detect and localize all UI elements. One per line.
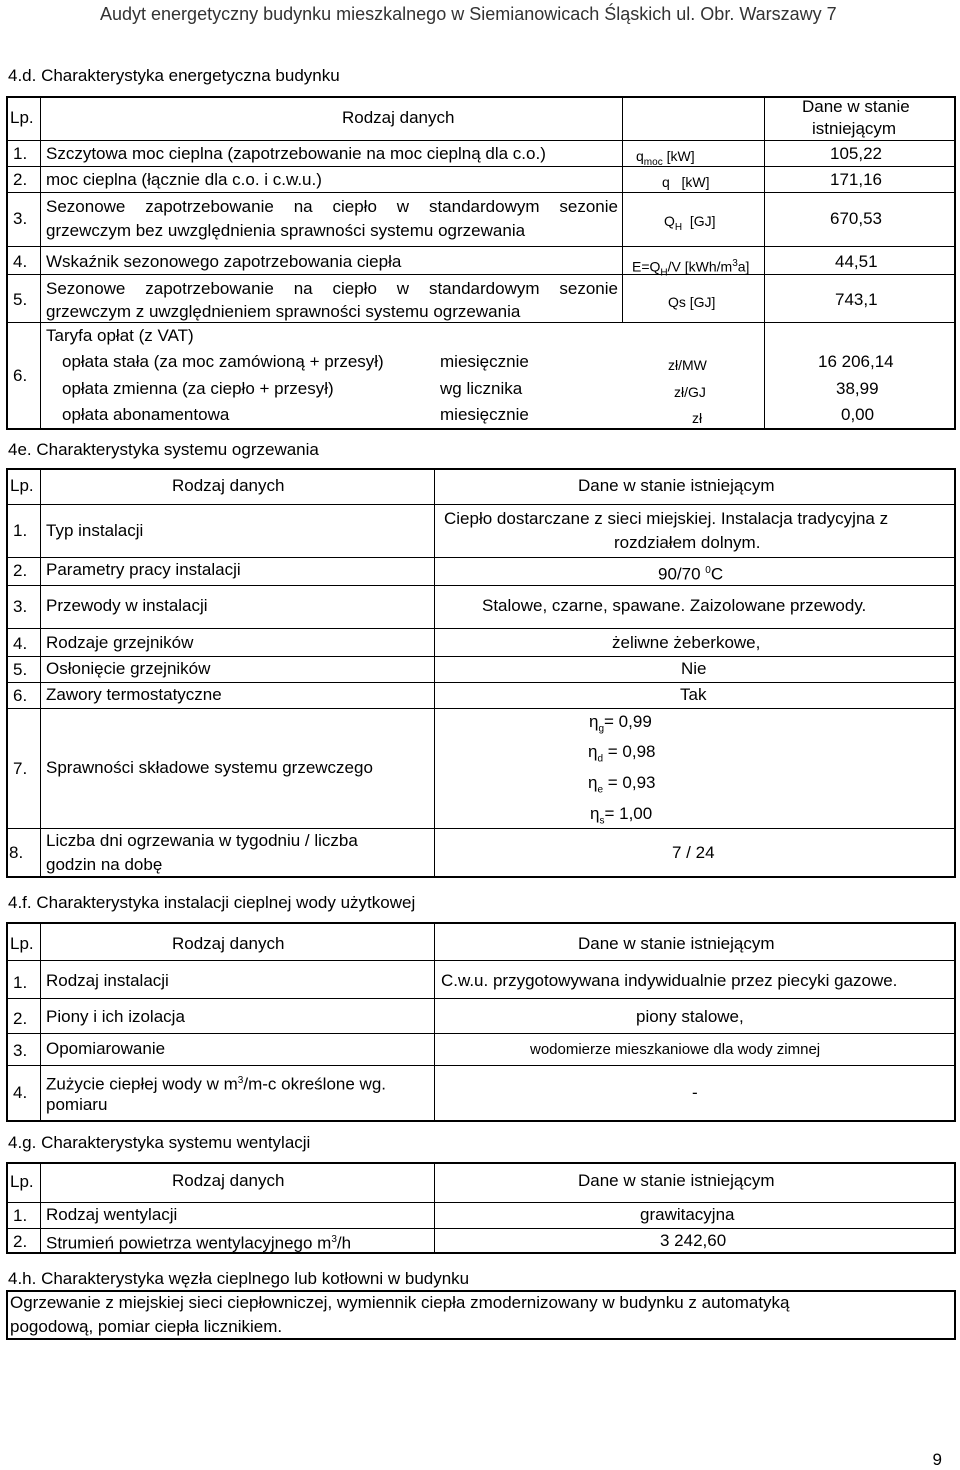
row-value-line1: Ciepło dostarczane z sieci miejskiej. Instalacja tradycyjna z <box>444 509 889 528</box>
header-rodzaj: Rodzaj danych <box>172 934 285 953</box>
header-lp: Lp. <box>10 934 34 953</box>
section-f-title: 4.f. Charakterystyka instalacji cieplnej wody użytkowej <box>8 893 416 912</box>
row-label: Typ instalacji <box>46 521 144 540</box>
tariff-unit: zł/GJ <box>674 384 706 400</box>
tariff-period: miesięcznie <box>440 405 529 424</box>
row-label-line2: godzin na dobę <box>46 855 163 874</box>
header-dane: Dane w stanie istniejącym <box>578 1171 775 1190</box>
row-value: 105,22 <box>830 144 882 163</box>
document-header: Audyt energetyczny budynku mieszkalnego w Siemianowicach Śląskich ul. Obr. Warszawy 7 <box>100 4 837 24</box>
row-label: Rodzaje grzejników <box>46 633 194 652</box>
row-lp: 5. <box>13 660 28 679</box>
row-value: piony stalowe, <box>636 1007 744 1026</box>
efficiency-eta-s: $\eta_s= 1,00$ <box>590 804 653 827</box>
row-lp: 4. <box>13 252 28 271</box>
row-value: 90/70 $^0$C <box>658 564 724 584</box>
row-lp: 7. <box>13 759 28 778</box>
section-h-title: 4.h. Charakterystyka węzła cieplnego lub kotłowni w budynku <box>8 1269 470 1288</box>
header-dane-line2: istniejącym <box>812 119 897 138</box>
description-line1: Ogrzewanie z miejskiej sieci ciepłowniczej, wymiennik ciepła zmodernizowany w budynku z automatyką <box>10 1293 790 1312</box>
row-label: Piony i ich izolacja <box>46 1007 185 1026</box>
row-value: żeliwne żeberkowe, <box>612 633 761 652</box>
row-lp: 4. <box>13 634 28 653</box>
row-label: moc cieplna (łącznie dla c.o. i c.w.u.) <box>46 170 322 189</box>
row-unit: $E=Q_H/V$ $[kWh/m^3a]$ <box>632 258 750 279</box>
row-value-line2: rozdziałem dolnym. <box>614 533 761 552</box>
header-rodzaj: Rodzaj danych <box>172 1171 285 1190</box>
row-lp: 2. <box>13 561 28 580</box>
row-lp: 3. <box>13 597 28 616</box>
row-lp: 1. <box>13 973 28 992</box>
row-value: 3 242,60 <box>660 1231 727 1250</box>
row-lp: 1. <box>13 144 28 163</box>
row-value: Stalowe, czarne, spawane. Zaizolowane przewody. <box>482 596 867 615</box>
row-label: Opomiarowanie <box>46 1039 166 1058</box>
row-label: Wskaźnik sezonowego zapotrzebowania ciepła <box>46 252 402 271</box>
header-rodzaj: Rodzaj danych <box>172 476 285 495</box>
row-value: Nie <box>681 659 707 678</box>
row-label: Osłonięcie grzejników <box>46 659 211 678</box>
tariff-value: 38,99 <box>836 379 879 398</box>
header-dane: Dane w stanie istniejącym <box>578 934 775 953</box>
row-lp: 6. <box>13 366 28 385</box>
row-unit: $Q_H$ [GJ] <box>664 213 716 233</box>
row-value: grawitacyjna <box>640 1205 735 1224</box>
tariff-period: wg licznika <box>440 379 523 398</box>
tariff-unit: zł/MW <box>668 357 707 373</box>
row-lp: 1. <box>13 521 28 540</box>
row-label: Parametry pracy instalacji <box>46 560 241 579</box>
page-number: 9 <box>932 1450 942 1469</box>
tariff-period: miesięcznie <box>440 352 529 371</box>
row-label: Zawory termostatyczne <box>46 685 222 704</box>
tariff-value: 16 206,14 <box>818 352 894 371</box>
tariff-unit: zł <box>692 410 703 426</box>
row-lp: 6. <box>13 686 28 705</box>
section-d-title: 4.d. Charakterystyka energetyczna budynku <box>8 66 340 85</box>
row-unit: q [kW] <box>662 174 710 190</box>
header-dane: Dane w stanie istniejącym <box>578 476 775 495</box>
row-label-line1: Liczba dni ogrzewania w tygodniu / liczba <box>46 831 358 850</box>
row-lp: 2. <box>13 1232 28 1251</box>
header-rodzaj: Rodzaj danych <box>342 108 455 127</box>
row-unit: Qs [GJ] <box>668 294 716 310</box>
row-label-line2: grzewczym z uwzględnieniem sprawności systemu ogrzewania <box>46 302 521 321</box>
row-label: Rodzaj wentylacji <box>46 1205 178 1224</box>
row-lp: 5. <box>13 290 28 309</box>
row-label-line1: Sezonowe zapotrzebowanie na ciepło w standardowym sezonie <box>46 279 618 298</box>
row-value: wodomierze mieszkaniowe dla wody zimnej <box>530 1041 821 1058</box>
row-lp: 1. <box>13 1206 28 1225</box>
tariff-label: opłata stała (za moc zamówioną + przesył) <box>62 352 384 371</box>
section-g-title: 4.g. Charakterystyka systemu wentylacji <box>8 1133 311 1152</box>
efficiency-eta-e: $\eta_e = 0,93$ <box>588 773 656 796</box>
tariff-label: opłata zmienna (za ciepło + przesył) <box>62 379 334 398</box>
row-label: Strumień powietrza wentylacyjnego $m^3/h$ <box>46 1233 352 1253</box>
row-value: C.w.u. przygotowywana indywidualnie przez piecyki gazowe. <box>441 971 898 990</box>
row-label: Rodzaj instalacji <box>46 971 169 990</box>
row-value: 44,51 <box>835 252 878 271</box>
row-label-line2: grzewczym bez uwzględnienia sprawności systemu ogrzewania <box>46 221 526 240</box>
row-lp: 3. <box>13 209 28 228</box>
header-lp: Lp. <box>10 108 34 127</box>
row-value: Tak <box>680 685 707 704</box>
row-label-line2: pomiaru <box>46 1095 108 1114</box>
row-label-line1: Zużycie ciepłej wody w $m^3/m-c$ określone wg. <box>46 1074 387 1094</box>
row-value: 7 / 24 <box>672 843 715 862</box>
header-lp: Lp. <box>10 1172 34 1191</box>
efficiency-eta-d: $\eta_d = 0,98$ <box>588 742 656 765</box>
row-label-line1: Sezonowe zapotrzebowanie na ciepło w standardowym sezonie <box>46 197 618 216</box>
efficiency-eta-g: $\eta_g= 0,99$ <box>589 712 652 735</box>
row-lp: 4. <box>13 1083 28 1102</box>
tariff-label: opłata abonamentowa <box>62 405 230 424</box>
description-line2: pogodową, pomiar ciepła licznikiem. <box>10 1317 283 1336</box>
header-lp: Lp. <box>10 476 34 495</box>
row-value: - <box>692 1083 698 1102</box>
row-label: Szczytowa moc cieplna (zapotrzebowanie na moc cieplną dla c.o.) <box>46 144 546 163</box>
row-lp: 3. <box>13 1041 28 1060</box>
section-e-title: 4e. Charakterystyka systemu ogrzewania <box>8 440 319 459</box>
row-value: 743,1 <box>835 290 878 309</box>
row-lp: 8. <box>9 843 24 862</box>
row-lp: 2. <box>13 1009 28 1028</box>
row-label: Przewody w instalacji <box>46 596 208 615</box>
row-value: 670,53 <box>830 209 882 228</box>
row-unit: $q_{moc}$ [kW] <box>636 148 695 168</box>
row-lp: 2. <box>13 170 28 189</box>
row-value: 171,16 <box>830 170 882 189</box>
tariff-value: 0,00 <box>841 405 875 424</box>
tariff-title: Taryfa opłat (z VAT) <box>46 326 194 345</box>
header-dane-line1: Dane w stanie <box>802 97 910 116</box>
row-label: Sprawności składowe systemu grzewczego <box>46 758 373 777</box>
